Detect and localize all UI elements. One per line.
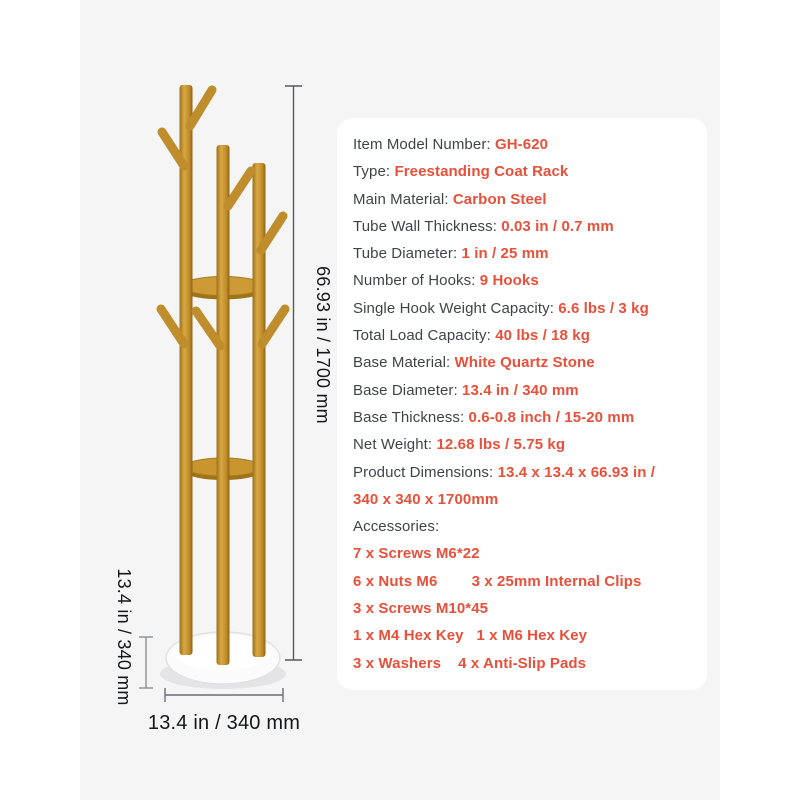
spec-value: 6 x Nuts M6 3 x 25mm Internal Clips bbox=[353, 572, 642, 590]
spec-label: Base Material: bbox=[353, 354, 455, 372]
spec-label: Total Load Capacity: bbox=[353, 327, 496, 345]
left-pole bbox=[180, 85, 193, 655]
spec-label: Item Model Number: bbox=[353, 136, 495, 153]
base-depth-dimension-label: 13.4 in / 340 mm bbox=[114, 568, 134, 706]
spec-line-type bbox=[353, 158, 691, 185]
spec-line-dimensions-2 bbox=[353, 486, 691, 513]
spec-value: White Quartz Stone bbox=[454, 354, 595, 372]
spec-value: 13.4 in / 340 mm bbox=[462, 381, 579, 399]
spec-line-dimensions bbox=[353, 459, 691, 486]
spec-line-accessories-heading bbox=[353, 513, 691, 540]
spec-line-base-thickness bbox=[353, 404, 691, 431]
middle-pole bbox=[217, 145, 230, 665]
spec-value: 340 x 340 x 1700mm bbox=[353, 490, 499, 508]
spec-label: Tube Wall Thickness: bbox=[353, 217, 502, 235]
spec-value: Carbon Steel bbox=[452, 190, 547, 208]
spec-line-hook-capacity bbox=[353, 295, 691, 322]
spec-line-material bbox=[353, 186, 691, 213]
height-dimension-label: 66.93 in / 1700 mm bbox=[313, 266, 333, 424]
base-depth-dimension-line bbox=[139, 637, 153, 688]
height-dimension-line bbox=[285, 86, 302, 660]
spec-value: 40 lbs / 18 kg bbox=[495, 327, 590, 345]
spec-value: 3 x Washers 4 x Anti-Slip Pads bbox=[353, 654, 587, 672]
spec-value: 0.6-0.8 inch / 15-20 mm bbox=[468, 408, 635, 426]
right-pole bbox=[253, 163, 266, 657]
spec-line-accessory-washers-pads bbox=[353, 650, 691, 677]
spec-line-accessory-screws-m10 bbox=[353, 595, 691, 622]
spec-line-model bbox=[353, 131, 691, 158]
spec-value: 7 x Screws M6*22 bbox=[353, 545, 480, 563]
spec-label: Accessories: bbox=[353, 518, 440, 536]
spec-value: GH-620 bbox=[494, 136, 549, 153]
spec-line-tube-diameter bbox=[353, 240, 691, 267]
spec-value: 0.03 in / 0.7 mm bbox=[501, 217, 614, 235]
spec-line-net-weight bbox=[353, 431, 691, 458]
hook-icon bbox=[228, 171, 251, 206]
base-width-dimension-label: 13.4 in / 340 mm bbox=[147, 712, 301, 734]
spec-line-accessory-nuts-clips bbox=[353, 568, 691, 595]
spec-value: 1 in / 25 mm bbox=[461, 245, 549, 263]
spec-label: Base Thickness: bbox=[353, 408, 469, 426]
spec-value: 6.6 lbs / 3 kg bbox=[558, 299, 649, 317]
spec-label: Single Hook Weight Capacity: bbox=[353, 299, 559, 317]
spec-line-tube-wall bbox=[353, 213, 691, 240]
spec-value: Freestanding Coat Rack bbox=[394, 163, 569, 181]
spec-label: Number of Hooks: bbox=[353, 272, 480, 290]
spec-value: 1 x M4 Hex Key 1 x M6 Hex Key bbox=[353, 627, 588, 645]
spec-label: Tube Diameter: bbox=[353, 245, 462, 263]
spec-line-accessory-hex-keys bbox=[353, 622, 691, 649]
hook-icon bbox=[196, 311, 220, 346]
base-width-dimension-line bbox=[165, 688, 283, 702]
spec-label: Main Material: bbox=[353, 190, 453, 208]
spec-label: Net Weight: bbox=[353, 436, 437, 454]
spec-value: 13.4 x 13.4 x 66.93 in / bbox=[497, 463, 656, 481]
spec-value: 12.68 lbs / 5.75 kg bbox=[436, 436, 566, 454]
spec-line-hooks bbox=[353, 267, 691, 294]
spec-line-total-capacity bbox=[353, 322, 691, 349]
spec-line-base-diameter bbox=[353, 377, 691, 404]
spec-label: Type: bbox=[353, 163, 395, 181]
spec-card bbox=[337, 118, 707, 690]
spec-value: 3 x Screws M10*45 bbox=[353, 600, 489, 618]
spec-line-accessory-screws bbox=[353, 540, 691, 567]
spec-label: Base Diameter: bbox=[353, 381, 463, 399]
spec-line-base-material bbox=[353, 349, 691, 376]
spec-label: Product Dimensions: bbox=[353, 463, 498, 481]
hook-icon bbox=[190, 90, 212, 126]
spec-value: 9 Hooks bbox=[479, 272, 539, 290]
